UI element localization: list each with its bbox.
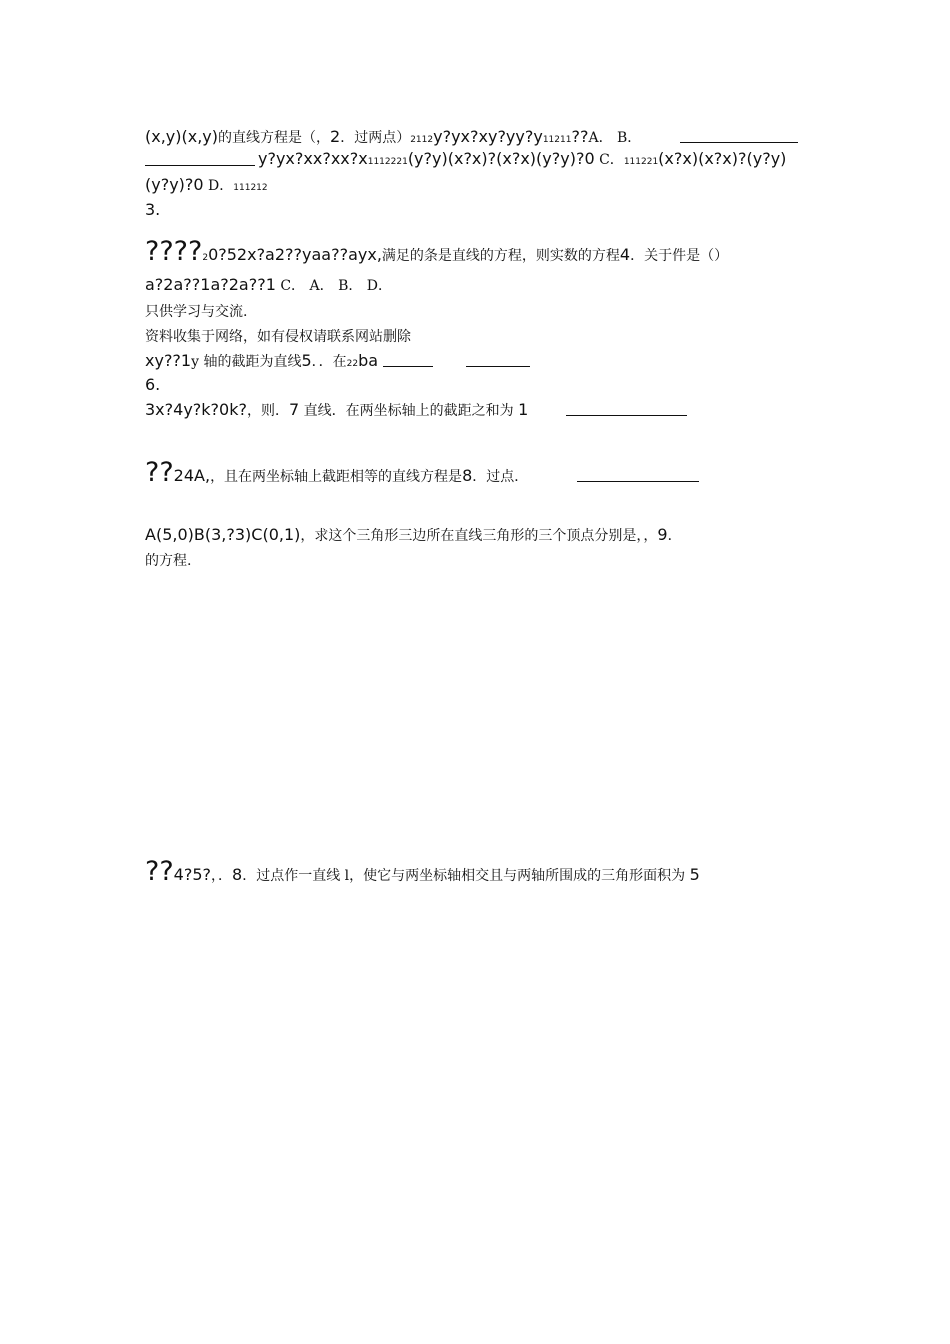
- text-line-q10: [145, 857, 700, 891]
- q2-line-2-segment: y?yx?xx?xx?x: [258, 149, 368, 168]
- text-line-q6: [145, 375, 160, 395]
- q9-line-1-segment: 9: [657, 525, 668, 544]
- q5-line-segment: ba: [358, 351, 379, 370]
- q2-line-3-segment: (y?y)?0: [145, 175, 204, 194]
- q5-line-segment: xy??1: [145, 351, 192, 370]
- q2-line-1-segment: A． B．: [588, 130, 642, 146]
- text-line-note-2: [145, 326, 411, 347]
- text-line-q2-2: [145, 149, 786, 172]
- text-line-q9-1: [145, 525, 682, 546]
- q10-line-segment: 5: [689, 865, 700, 884]
- q2-line-1-segment: 2: [330, 127, 341, 146]
- q2-line-1-segment: ??: [571, 127, 589, 146]
- q2-line-2-segment: 1112221: [367, 157, 408, 167]
- q2-line-1-segment: (x,y)(x,y): [145, 127, 219, 146]
- q4-line-1-segment: ．关于件是（）: [630, 248, 729, 264]
- q10-line-segment: 8: [232, 865, 243, 884]
- text-line-q5: [145, 351, 378, 374]
- q7-line-segment: 3x?4y?k?0k?: [145, 400, 247, 419]
- q3-number-segment: 3.: [145, 200, 161, 219]
- q6-number-segment: 6.: [145, 375, 161, 394]
- answer-blank-line: [466, 366, 530, 367]
- q2-line-1-segment: ．过两点）: [340, 130, 411, 146]
- answer-blank-line: [145, 165, 255, 166]
- note-line-1-segment: 只供学习与交流.: [145, 304, 248, 320]
- answer-blank-line: [577, 481, 699, 482]
- q4-line-2-segment: C． A． B． D．: [275, 278, 393, 294]
- q2-line-2-segment: (y?y)(x?x)?(x?x)(y?y)?0: [407, 149, 595, 168]
- answer-blank-line: [566, 415, 687, 416]
- q8-line-segment: ．过点．: [472, 469, 529, 485]
- q4-line-1-segment: 0?52x?a2??yaa??ayx,: [208, 245, 382, 264]
- text-line-q4-2: [145, 275, 392, 296]
- q8-line-segment: ??: [145, 457, 174, 488]
- q9-line-1-segment: ．: [667, 528, 682, 544]
- q2-line-2-segment: (x?x)(x?x)?(y?y): [658, 149, 787, 168]
- q4-line-1-segment: 2: [202, 253, 209, 263]
- text-line-q2-1: [145, 127, 641, 150]
- text-line-note-1: [145, 301, 247, 322]
- q9-line-1-segment: ，求这个三角形三边所在直线三角形的三个顶点分别是，，: [300, 528, 658, 544]
- q2-line-2-segment: 111221: [623, 157, 659, 167]
- answer-blank-line: [680, 142, 798, 143]
- q9-line-1-segment: A(5,0)B(3,?3)C(0,1): [145, 525, 301, 544]
- q5-line-segment: ．．在: [311, 354, 347, 370]
- q10-line-segment: ??: [145, 856, 174, 887]
- q10-line-segment: 4?5?: [173, 865, 212, 884]
- q8-line-segment: ，且在两坐标轴上截距相等的直线方程是: [210, 469, 463, 485]
- q7-line-segment: 直线．在两坐标轴上的截距之和为: [299, 403, 519, 419]
- q2-line-1-segment: 的直线方程是（，: [218, 130, 331, 146]
- q4-line-1-segment: ????: [145, 236, 203, 267]
- q4-line-1-segment: 满足的条是直线的方程，则实数的方程: [381, 248, 620, 264]
- text-line-q8: [145, 458, 528, 492]
- q8-line-segment: 8: [462, 466, 473, 485]
- text-line-q4-1: [145, 237, 728, 273]
- text-line-q7: [145, 400, 528, 421]
- q5-line-segment: y 轴的截距为直线: [191, 354, 302, 370]
- q2-line-3-segment: D．: [203, 178, 234, 194]
- q5-line-segment: 22: [346, 359, 359, 369]
- note-line-2-segment: 资料收集于网络，如有侵权请联系网站删除: [145, 329, 411, 345]
- q4-line-2-segment: a?2a??1a?2a??1: [145, 275, 276, 294]
- text-line-q2-3: [145, 175, 268, 198]
- q9-line-2-segment: 的方程.: [145, 553, 192, 569]
- q10-line-segment: ，．: [211, 868, 233, 884]
- q2-line-1-segment: 2112: [410, 135, 434, 145]
- q5-line-segment: 5: [301, 351, 312, 370]
- answer-blank-line: [383, 366, 433, 367]
- q10-line-segment: ．过点作一直线 l，使它与两坐标轴相交且与两轴所围成的三角形面积为: [242, 868, 690, 884]
- q4-line-1-segment: 4: [619, 245, 631, 264]
- q2-line-1-segment: 11211: [542, 135, 572, 145]
- q2-line-3-segment: 111212: [233, 183, 268, 193]
- q2-line-2-segment: C．: [594, 152, 624, 168]
- text-line-q3: [145, 200, 160, 220]
- q7-line-segment: 7: [288, 400, 300, 419]
- q7-line-segment: 1: [518, 400, 529, 419]
- q8-line-segment: 24A,: [173, 466, 211, 485]
- q2-line-1-segment: y?yx?xy?yy?y: [433, 127, 543, 146]
- q7-line-segment: ，则．: [246, 403, 289, 419]
- text-line-q9-2: [145, 550, 191, 571]
